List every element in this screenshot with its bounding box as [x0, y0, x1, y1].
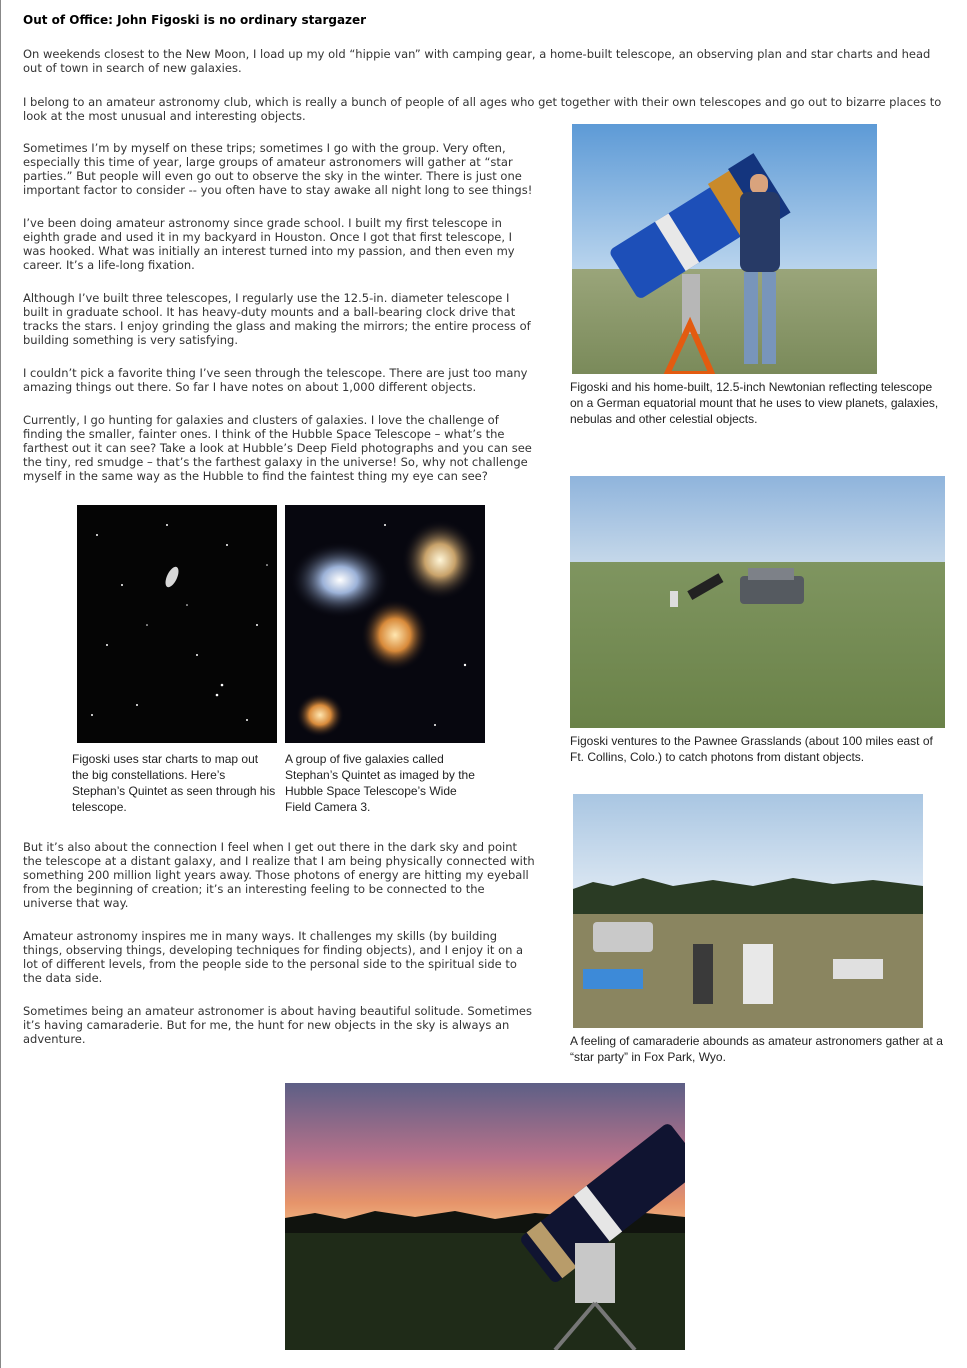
paragraph-3: Sometimes I’m by myself on these trips; sometimes I go with the group. Very often, especially this time of year, large groups of amateur astronomers will gather at “star parties.” But people will even go out to observe the sky in the winter. There is just one important factor to consider -- you often have to stay awake all night long to see things!	[23, 141, 533, 197]
paragraph-10: Sometimes being an amateur astronomer is about having beautiful solitude. Sometimes it’s having camaraderie. But for me, the hunt for new objects in the sky is always an adventure.	[23, 1004, 532, 1046]
grasslands-photo	[570, 476, 945, 728]
paragraph-6: I couldn’t pick a favorite thing I’ve seen through the telescope. There are just too many amazing things out there. So far I have notes on about 1,000 different objects.	[23, 366, 528, 394]
telescope-portrait-photo	[572, 124, 877, 374]
paragraph-5: Although I’ve built three telescopes, I regularly use the 12.5-in. diameter telescope I built in graduate school. It has heavy-duty mounts and a ball-bearing clock drive that tracks the stars. I enjoy grinding the glass and making the mirrors; the entire process of building something is very satisfying.	[23, 291, 531, 347]
star-party-photo	[573, 794, 923, 1028]
telescope-portrait-caption: Figoski and his home-built, 12.5-inch Newtonian reflecting telescope on a German equatorial mount that he uses to view planets, galaxies, nebulas and other celestial objects.	[570, 380, 939, 426]
article-title: Out of Office: John Figoski is no ordinary stargazer	[23, 13, 367, 27]
paragraph-7: Currently, I go hunting for galaxies and clusters of galaxies. I love the challenge of finding the smaller, fainter ones. I think of the Hubble Space Telescope – what’s the farthest out it can see? Take a look at Hubble’s Deep Field photographs and you can see the tiny, red smudge – that’s the farthest galaxy in the universe! So, why not challenge myself in the same way as the Hubble to find the faintest thing my eye can see?	[23, 413, 532, 483]
grasslands-caption: Figoski ventures to the Pawnee Grasslands (about 100 miles east of Ft. Collins, Colo.) to catch photons from distant objects.	[570, 734, 933, 764]
paragraph-2: I belong to an amateur astronomy club, which is really a bunch of people of all ages who get together with their own telescopes and go out to bizarre places to look at the most unusual and interesting objects.	[23, 95, 942, 123]
paragraph-4: I’ve been doing amateur astronomy since grade school. I built my first telescope in eighth grade and used it in my backyard in Houston. Once I got that first telescope, I was hooked. What was initially an interest turned into my passion, and then even my career. It’s a life-long fixation.	[23, 216, 515, 272]
hubble-caption: A group of five galaxies called Stephan’s Quintet as imaged by the Hubble Space Telescope’s Wide Field Camera 3.	[285, 752, 475, 814]
star-chart-caption: Figoski uses star charts to map out the big constellations. Here’s Stephan’s Quintet as seen through his telescope.	[72, 752, 276, 814]
sunset-telescope-photo	[285, 1083, 685, 1350]
paragraph-9: Amateur astronomy inspires me in many ways. It challenges my skills (by building things, observing things, developing techniques for finding objects), and I enjoy it on a lot of different levels, from the people side to the personal side to the spiritual side to the data side.	[23, 929, 524, 985]
star-party-caption: A feeling of camaraderie abounds as amateur astronomers gather at a “star party” in Fox Park, Wyo.	[570, 1034, 943, 1064]
hubble-photo	[285, 505, 485, 743]
paragraph-1: On weekends closest to the New Moon, I load up my old “hippie van” with camping gear, a home-built telescope, an observing plan and star charts and head out of town in search of new galaxies.	[23, 47, 931, 75]
paragraph-8: But it’s also about the connection I feel when I get out there in the dark sky and point the telescope at a distant galaxy, and I realize that I am being physically connected with something 200 million light years away. Those photons of energy are hitting my eyeball from the beginning of creation; it’s an interesting feeling to be connected to the universe that way.	[23, 840, 535, 910]
star-chart-photo	[77, 505, 277, 743]
